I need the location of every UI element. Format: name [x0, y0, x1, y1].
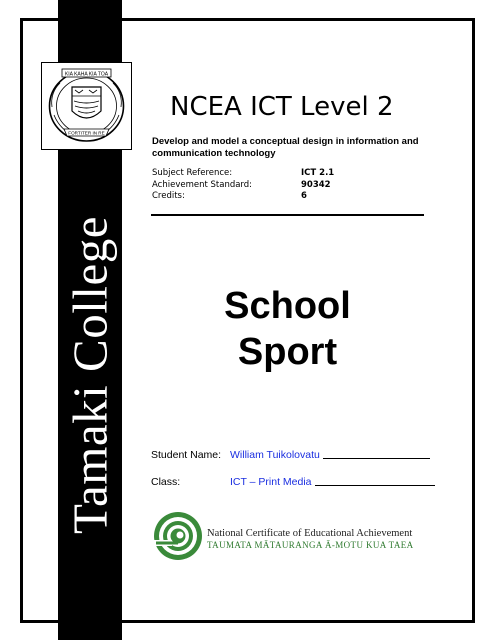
meta-value: 6 — [301, 191, 307, 201]
class-value: ICT – Print Media — [230, 476, 312, 488]
student-name-underline — [323, 457, 430, 459]
meta-value: ICT 2.1 — [301, 168, 335, 178]
standard-details — [152, 168, 334, 203]
divider — [151, 214, 424, 216]
meta-row-subject-reference — [152, 168, 334, 180]
student-name-label: Student Name: — [151, 449, 222, 461]
crest-motto-bottom: FORTITER IN RE — [68, 130, 105, 136]
class-label: Class: — [151, 476, 181, 488]
meta-value: 90342 — [301, 179, 331, 190]
ncea-koru-icon — [152, 510, 204, 562]
crest-icon — [42, 63, 131, 149]
standard-description: Develop and model a conceptual design in information and communication technology — [152, 136, 419, 159]
ncea-name-english: National Certificate of Educational Achievement — [207, 528, 413, 539]
document-title-line: School — [224, 285, 351, 327]
ncea-name-maori: TAUMATA MĀTAURANGA Ā-MOTU KUA TAEA — [207, 540, 414, 550]
document-title — [200, 283, 375, 375]
meta-label: Achievement Standard: — [152, 179, 253, 190]
school-crest — [41, 62, 132, 150]
student-name-field — [151, 449, 430, 461]
meta-label: Credits: — [152, 191, 185, 201]
meta-label: Subject Reference: — [152, 168, 233, 178]
school-name: Tamaki College — [62, 216, 118, 534]
meta-row-credits — [152, 191, 334, 203]
class-field — [151, 476, 435, 488]
student-name-value: William Tuikolovatu — [230, 449, 320, 461]
class-underline — [315, 484, 435, 486]
crest-motto-top: KIA KAHA KIA TOA — [64, 71, 109, 78]
document-title-line: Sport — [237, 331, 338, 373]
meta-row-achievement-standard — [152, 180, 334, 192]
page-title: NCEA ICT Level 2 — [170, 92, 394, 122]
